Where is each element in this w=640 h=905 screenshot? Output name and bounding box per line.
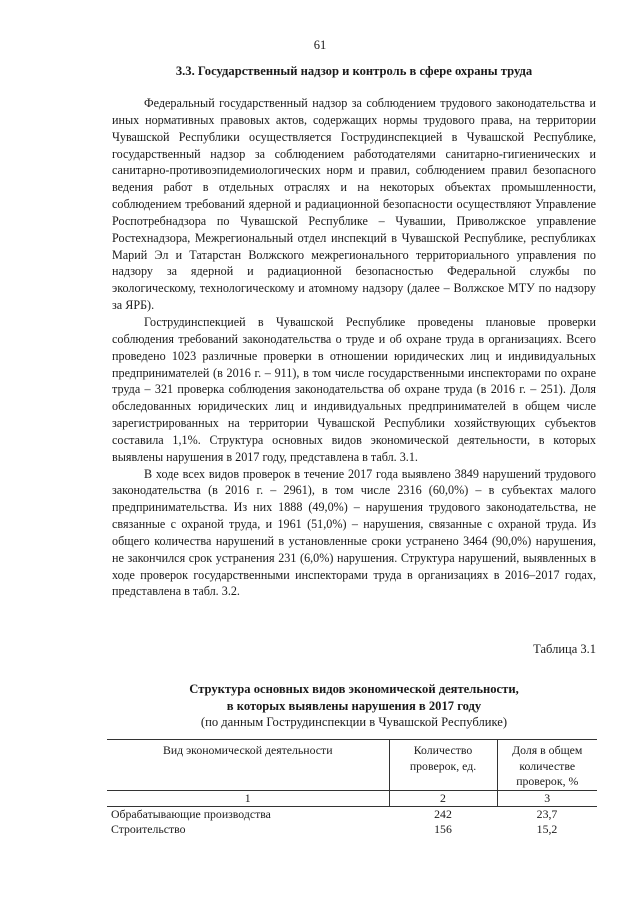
row-share: 23,7	[536, 806, 558, 821]
column-number-2: 2	[389, 790, 497, 806]
row-activity: Обрабатывающие производства	[111, 806, 271, 821]
paragraph-1: Федеральный государственный надзор за соблюдением трудового законодательства и иных нормативных правовых актов, содержащих нормы трудового права, на территории Чувашской Республики осуществляется Гострудинспекцией в Чувашской Республике, государственный надзор за соблюдением работодателями санитарно-гигиенических и санитарно-противоэпидемиологических норм и правил, соблюдением правил безопасного ведения работ в отдельных отраслях и на некоторых объектах промышленности, соблюдением требований ядерной и радиационной безопасности осуществляют Управление Роспотребнадзора по Чувашской Республике – Чувашии, Приволжское управление Ростехнадзора, Межрегиональный отдел инспекций в Чувашской Республике, республиках Марий Эл и Татарстан Волжского межрегионального территориального управления по надзору за ядерной и радиационной безопасностью Федеральной службы по экологическому, технологическому и атомному надзору (далее – Волжское МТУ по надзору за ЯРБ).	[112, 96, 596, 313]
table-subtitle: (по данным Гострудинспекции в Чувашской Республике)	[200, 715, 508, 729]
column-number-row	[107, 790, 597, 806]
header-share-percent: Доля в общем количестве проверок, %	[497, 740, 597, 791]
body-text	[112, 95, 596, 600]
column-number-3: 3	[497, 790, 597, 806]
section-title: 3.3. Государственный надзор и контроль в сфере охраны труда	[175, 64, 533, 78]
table-title-line-2: в которых выявлены нарушения в 2017 году	[226, 698, 482, 713]
table-row	[107, 806, 597, 822]
page-number: 61	[313, 38, 327, 52]
paragraph-3: В ходе всех видов проверок в течение 2017 года выявлено 3849 нарушений трудового законодательства (в 2016 г. – 2961), в том числе 2316 (60,0%) – в субъектах малого предпринимательства. Из них 1888 (49,0%) – нарушения трудового законодательства, не связанные с охраной труда, и 1961 (51,0%) – нарушения, связанные с охраной труда. Из общего количества нарушений в установленные сроки устранено 3464 (90,0%) нарушения, не закончился срок устранения 231 (6,0%) нарушения. Структура нарушений, выявленных в ходе проверок государственными инспекторами труда в организациях в 2016–2017 годах, представлена в табл. 3.2.	[112, 466, 596, 599]
row-count: 156	[434, 821, 452, 836]
column-number-1: 1	[107, 790, 389, 806]
table-row	[107, 822, 597, 837]
header-activity-type: Вид экономической деятельности	[107, 740, 389, 791]
row-count: 242	[434, 806, 452, 821]
table-label: Таблица 3.1	[533, 642, 596, 656]
paragraph-2: Гострудинспекцией в Чувашской Республике проведены плановые проверки соблюдения требований законодательства о труде и об охране труда в организациях. Всего проведено 1023 различные проверки в отношении юридических лиц и индивидуальных предпринимателей (в 2016 г. – 911), в том числе государственными инспекторами по охране труда – 321 проверка соблюдения законодательства об охране труда (в 2016 г. – 251). Доля обследованных юридических лиц и индивидуальных предпринимателей в общем числе зарегистрированных на территории Чувашской Республики хозяйствующих субъектов составила 1,1%. Структура основных видов экономической деятельности, в которых выявлены нарушения в 2017 году, представлена в табл. 3.1.	[112, 314, 596, 464]
table-title	[112, 681, 596, 731]
table-header-row	[107, 740, 597, 791]
header-inspections-count: Количество проверок, ед.	[389, 740, 497, 791]
row-activity: Строительство	[111, 821, 186, 836]
row-share: 15,2	[536, 821, 558, 836]
table-title-line-1: Структура основных видов экономической деятельности,	[189, 682, 519, 696]
data-table	[107, 739, 597, 837]
